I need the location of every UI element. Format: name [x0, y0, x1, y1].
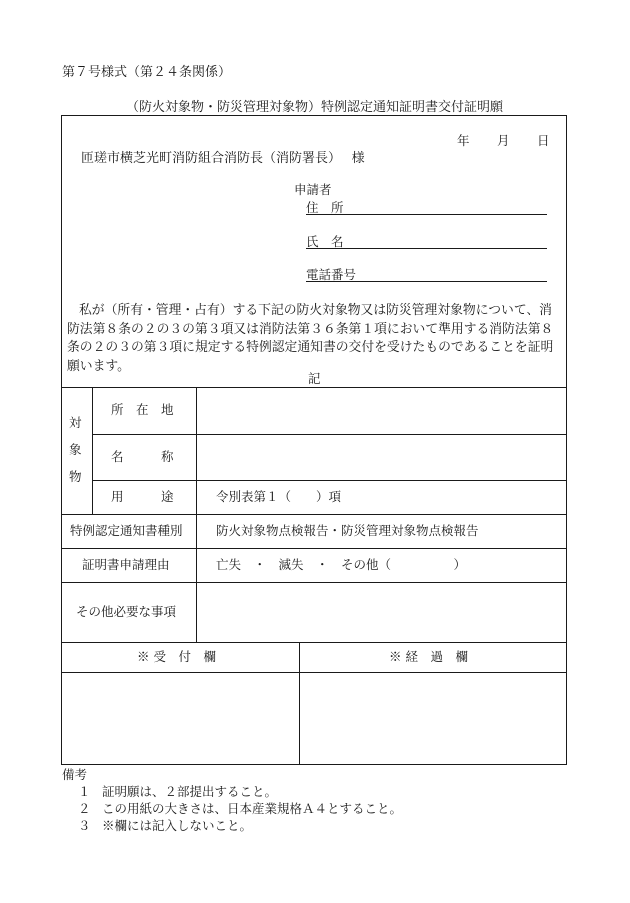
addressee: 匝瑳市横芝光町消防組合消防長（消防署長） 様	[81, 151, 365, 166]
form-number: 第７号様式（第２４条関係）	[62, 65, 232, 80]
applicant-label: 申請者	[294, 182, 332, 197]
object-name-label: 名 称	[111, 449, 174, 464]
notice-type-label: 特例認定通知書種別	[70, 523, 183, 538]
date-year-label: 年	[457, 133, 470, 148]
use-value: 令別表第１（ ）項	[216, 489, 342, 504]
document-title: （防火対象物・防災管理対象物）特例認定通知証明書交付証明願	[126, 100, 504, 115]
phone-field[interactable]	[306, 281, 547, 282]
row-divider	[61, 548, 567, 549]
column-divider	[196, 387, 197, 642]
note-number: ２	[78, 801, 91, 816]
row-divider	[92, 480, 567, 481]
note-item	[78, 786, 277, 799]
address-label: 住 所	[306, 200, 344, 215]
row-divider	[61, 582, 567, 583]
row-divider	[61, 672, 567, 673]
note-item	[78, 803, 402, 816]
certification-statement	[67, 302, 563, 376]
note-text: 証明願は、２部提出すること。	[102, 784, 278, 799]
date-day-label: 日	[537, 133, 550, 148]
note-number: １	[78, 784, 91, 799]
address-field[interactable]	[306, 214, 547, 215]
other-matters-label: その他必要な事項	[76, 604, 177, 619]
column-divider	[92, 387, 93, 514]
notice-type-value: 防火対象物点検報告・防災管理対象物点検報告	[216, 523, 479, 538]
row-divider	[61, 514, 567, 515]
note-item	[78, 820, 252, 833]
target-char: 象	[69, 442, 82, 457]
row-divider	[61, 642, 567, 643]
use-label: 用 途	[111, 489, 174, 504]
target-char: 物	[69, 469, 82, 484]
column-divider	[299, 642, 300, 765]
progress-column-label: ※ 経 過 欄	[389, 649, 468, 664]
table-top-rule	[61, 387, 567, 388]
location-label: 所 在 地	[111, 402, 174, 417]
reason-value: 亡失 ・ 滅失 ・ その他（ ）	[216, 557, 467, 572]
name-field[interactable]	[306, 248, 547, 249]
statement-text: 私が（所有・管理・占有）する下記の防火対象物又は防災管理対象物について、消防法第８条の２の３の第３項又は消防法第３６条第１項において準用する消防法第８条の２の３の第３項に規定する特例認定通知書の交付を受けたものであることを証明願います。	[67, 303, 554, 374]
target-char: 対	[69, 415, 82, 430]
phone-label: 電話番号	[306, 267, 357, 282]
note-text: この用紙の大きさは、日本産業規格Ａ４とすること。	[102, 801, 403, 816]
reception-column-label: ※ 受 付 欄	[137, 649, 216, 664]
note-text: ※欄には記入しないこと。	[102, 818, 253, 833]
date-month-label: 月	[497, 133, 510, 148]
notes-heading: 備考	[62, 767, 88, 782]
row-divider	[92, 434, 567, 435]
ki-label: 記	[308, 371, 321, 386]
reason-label: 証明書申請理由	[82, 557, 170, 572]
name-label: 氏 名	[306, 234, 344, 249]
note-number: ３	[78, 818, 91, 833]
